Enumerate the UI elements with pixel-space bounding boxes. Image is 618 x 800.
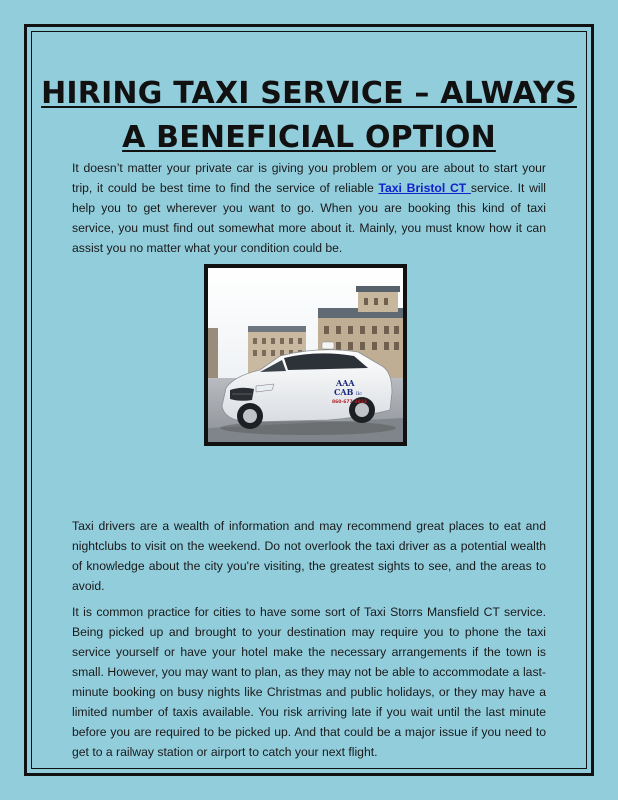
car-door-text-line2: CAB	[334, 387, 354, 397]
drivers-paragraph: Taxi drivers are a wealth of information and may recommend great places to eat and nightclubs to visit on the weekend. Do not overlook the taxi driver as a potential wealth of knowledge about the city you're visiting, the greatest sights to see, and the areas to avoid.	[72, 519, 546, 593]
taxi-bristol-link[interactable]: Taxi Bristol CT	[378, 181, 471, 195]
intro-paragraph	[72, 158, 546, 258]
taxi-photo	[204, 264, 407, 446]
car-door-phone: 860-677-3833	[332, 400, 368, 405]
car-door-text-suffix: llc	[356, 391, 362, 397]
page-title: HIRING TAXI SERVICE – ALWAYS A BENEFICIAL OPTION	[41, 76, 577, 155]
intro-text-after: service. It will help you to get wherever you want to go. When you are booking this kind of taxi service, you must find out somewhat more about it. Mainly, you must know how it can assist you no matter what your condition could be.	[72, 181, 547, 255]
taxi-car-image	[208, 268, 403, 442]
practice-paragraph: It is common practice for cities to have some sort of Taxi Storrs Mansfield CT service. Being picked up and brought to your destination may require you to phone the taxi service yourself or have your hotel make the necessary arrangements if the town is small. However, you may want to plan, as they may not be able to accommodate a last-minute booking on busy nights like Christmas and public holidays, or they may have a limited number of taxis available. You risk arriving late if you wait until the last minute before you are required to be picked up. And that could be a major issue if you need to get to a railway station or airport to catch your next flight.	[72, 605, 546, 759]
intro-text-before: It doesn’t matter your private car is giving you problem or you are about to start your trip, it could be best time to find the service of reliable	[72, 161, 546, 195]
car-door-text-line1: AAA	[336, 378, 355, 388]
